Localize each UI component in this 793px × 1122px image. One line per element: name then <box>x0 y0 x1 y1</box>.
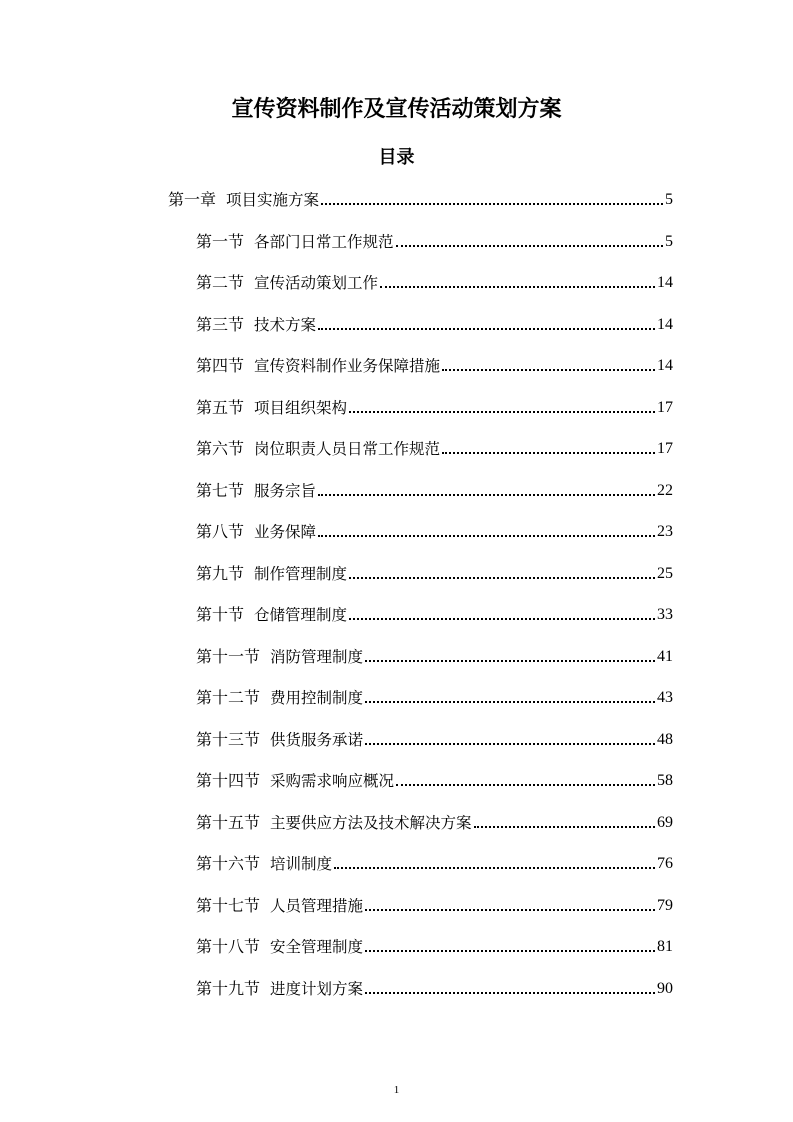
toc-entry-title: 制作管理制度 <box>254 564 348 583</box>
toc-entry-page: 14 <box>657 315 673 333</box>
toc-entry-page: 33 <box>657 606 673 623</box>
toc-leader-dots <box>321 203 663 205</box>
toc-entry-number: 第六节 <box>196 439 245 458</box>
toc-entry-title: 宣传资料制作业务保障措施 <box>254 357 441 375</box>
toc-entry-number: 第五节 <box>196 397 245 417</box>
toc-entry[interactable] <box>196 891 673 917</box>
toc-entry-page: 76 <box>657 855 673 872</box>
toc-entry-number: 第十五节 <box>196 812 261 832</box>
toc-entry[interactable] <box>196 766 673 792</box>
toc-entry[interactable] <box>196 559 673 585</box>
toc-entry-number: 第十节 <box>196 605 245 624</box>
toc-entry-title: 培训制度 <box>270 855 333 873</box>
toc-entry-page: 22 <box>657 481 673 499</box>
toc-entry[interactable] <box>196 227 673 253</box>
toc-entry[interactable] <box>196 600 673 626</box>
toc-entry-page: 5 <box>665 191 673 208</box>
toc-entry-page: 58 <box>657 772 673 789</box>
toc-entry-title: 采购需求响应概况 <box>270 772 395 790</box>
toc-entry[interactable] <box>196 683 673 709</box>
toc-entry-number: 第七节 <box>196 480 245 500</box>
toc-entry-page: 69 <box>657 813 673 831</box>
toc-entry[interactable] <box>168 185 673 211</box>
toc-entry[interactable] <box>196 725 673 751</box>
toc-entry-page: 90 <box>657 979 673 997</box>
toc-entry[interactable] <box>196 434 673 460</box>
toc-entry[interactable] <box>196 808 673 834</box>
toc-entry-title: 各部门日常工作规范 <box>254 232 394 251</box>
toc-entry-page: 41 <box>657 647 673 665</box>
toc-entry-page: 17 <box>657 440 673 457</box>
toc-entry-page: 79 <box>657 896 673 914</box>
toc-entry-number: 第十一节 <box>196 646 261 666</box>
toc-entry-title: 岗位职责人员日常工作规范 <box>254 440 441 458</box>
toc-entry[interactable] <box>196 268 673 294</box>
toc-entry-page: 23 <box>657 523 673 540</box>
toc-entry[interactable] <box>196 849 673 875</box>
toc-leader-dots <box>349 411 655 413</box>
toc-entry-number: 第一节 <box>196 231 245 251</box>
toc-entry-number: 第八节 <box>196 522 245 541</box>
toc-entry-page: 17 <box>657 398 673 416</box>
document-title: 宣传资料制作及宣传活动策划方案 <box>231 97 562 122</box>
toc-leader-dots <box>380 286 655 288</box>
toc-entry-title: 技术方案 <box>254 315 317 334</box>
toc-leader-dots <box>474 826 655 828</box>
toc-entry-title: 项目组织架构 <box>254 398 348 417</box>
toc-entry-number: 第十七节 <box>196 895 261 915</box>
toc-entry-number: 第十八节 <box>196 937 261 956</box>
toc-leader-dots <box>365 950 655 952</box>
toc-entry[interactable] <box>196 351 673 377</box>
toc-entry-number: 第十二节 <box>196 688 261 707</box>
page-number: 1 <box>393 1084 400 1096</box>
toc-entry-title: 宣传活动策划工作 <box>254 274 379 292</box>
toc-entry[interactable] <box>196 932 673 958</box>
toc-leader-dots <box>365 701 655 703</box>
toc-leader-dots <box>365 992 655 994</box>
toc-entry-number: 第十三节 <box>196 729 261 749</box>
toc-leader-dots <box>334 867 655 869</box>
toc-entry-page: 43 <box>657 689 673 706</box>
toc-entry-number: 第一章 <box>168 190 217 209</box>
toc-entry-title: 主要供应方法及技术解决方案 <box>270 813 472 832</box>
toc-leader-dots <box>318 535 655 537</box>
toc-entry[interactable] <box>196 310 673 336</box>
toc-entry-number: 第十六节 <box>196 854 261 873</box>
toc-entry-number: 第十四节 <box>196 771 261 790</box>
toc-leader-dots <box>396 784 655 786</box>
toc-leader-dots <box>396 245 663 247</box>
toc-leader-dots <box>442 452 655 454</box>
toc-entry-title: 人员管理措施 <box>270 896 364 915</box>
toc-leader-dots <box>318 494 655 496</box>
toc-entry-title: 仓储管理制度 <box>254 606 348 624</box>
toc-entry-number: 第十九节 <box>196 978 261 998</box>
toc-leader-dots <box>349 618 655 620</box>
toc-entry-title: 服务宗旨 <box>254 481 317 500</box>
toc-entry-title: 供货服务承诺 <box>270 730 364 749</box>
toc-entry-title: 项目实施方案 <box>226 191 320 209</box>
toc-entry-title: 进度计划方案 <box>270 979 364 998</box>
toc-entry-number: 第九节 <box>196 563 245 583</box>
toc-entry-number: 第二节 <box>196 273 245 292</box>
toc-entry-page: 14 <box>657 357 673 374</box>
toc-entry-page: 81 <box>657 938 673 955</box>
toc-entry[interactable] <box>196 974 673 1000</box>
toc-leader-dots <box>365 909 655 911</box>
toc-entry[interactable] <box>196 642 673 668</box>
toc-entry-title: 消防管理制度 <box>270 647 364 666</box>
toc-entry-page: 25 <box>657 564 673 582</box>
toc-entry[interactable] <box>196 517 673 543</box>
toc-entry[interactable] <box>196 393 673 419</box>
toc-entry-title: 费用控制制度 <box>270 689 364 707</box>
toc-entry-page: 48 <box>657 730 673 748</box>
toc-entry-page: 5 <box>665 232 673 250</box>
toc-entry[interactable] <box>196 476 673 502</box>
toc-leader-dots <box>318 328 655 330</box>
toc-leader-dots <box>365 660 655 662</box>
toc-leader-dots <box>442 369 655 371</box>
toc-leader-dots <box>349 577 655 579</box>
toc-leader-dots <box>365 743 655 745</box>
toc-entry-title: 业务保障 <box>254 523 317 541</box>
toc-entry-page: 14 <box>657 274 673 291</box>
toc-entry-number: 第四节 <box>196 356 245 375</box>
toc-entry-title: 安全管理制度 <box>270 938 364 956</box>
toc-entry-number: 第三节 <box>196 314 245 334</box>
toc-heading: 目录 <box>378 147 415 168</box>
